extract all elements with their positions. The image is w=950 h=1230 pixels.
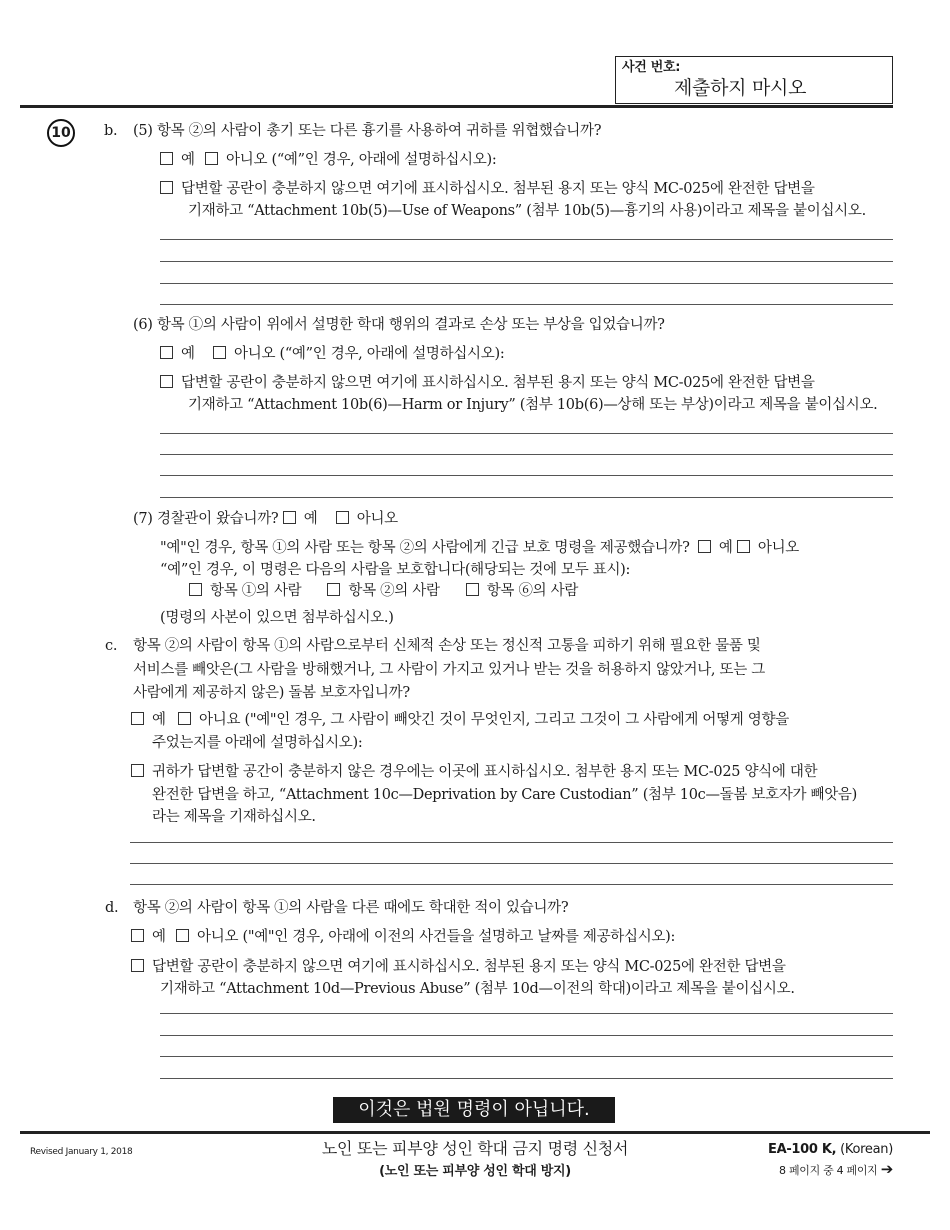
case-number-label: 사건 번호: [622,60,681,75]
answer-line[interactable] [130,842,893,843]
label-item2: 항목 ②의 사람 [348,583,440,599]
question-d: 항목 ②의 사람이 항목 ①의 사람을 다른 때에도 학대한 적이 있습니까? [133,900,569,916]
label-yes: 예 [181,152,195,168]
question-b7: (7) 경찰관이 왔습니까? [133,511,279,527]
checkbox-b5-no[interactable] [205,152,218,165]
order-protects-text: “예”인 경우, 이 명령은 다음의 사람을 보호합니다(해당되는 것에 모두 표시): [160,562,631,578]
label-no: 아니오 [356,511,398,527]
answer-line[interactable] [160,304,893,305]
answer-line[interactable] [160,497,893,498]
section-c-letter: c. [105,638,118,654]
checkbox-b7-no[interactable] [336,511,349,524]
attachment-text: 기재하고 “Attachment 10b(5)—Use of Weapons” (첨부 10b(5)—흉기의 사용)이라고 제목을 붙이십시오. [188,203,866,219]
checkbox-emergency-no[interactable] [737,540,750,553]
do-not-file-text: 제출하지 마시오 [674,77,807,99]
section-d-letter: d. [105,900,119,916]
checkbox-d-attachment[interactable] [131,959,144,972]
form-number: EA-100 K, [768,1142,837,1157]
checkbox-c-no[interactable] [178,712,191,725]
answer-line[interactable] [160,454,893,455]
label-item1: 항목 ①의 사람 [210,583,302,599]
revised-date: Revised January 1, 2018 [30,1147,133,1157]
checkbox-b6-yes[interactable] [160,346,173,359]
checkbox-b5-yes[interactable] [160,152,173,165]
label-no: 아니요 ("예"인 경우, 그 사람이 빼앗긴 것이 무엇인지, 그리고 그것이 그 사람에게 어떻게 영향을 [199,712,789,728]
label-no: 아니오 ("예"인 경우, 아래에 이전의 사건들을 설명하고 날짜를 제공하십시오): [197,929,676,945]
checkbox-protect-item6[interactable] [466,583,479,596]
form-title: 노인 또는 피부양 성인 학대 금지 명령 신청서 [321,1139,629,1158]
label-yes: 예 [303,511,318,527]
page-indicator [680,1160,893,1180]
not-court-order-banner: 이것은 법원 명령이 아닙니다. [333,1097,615,1123]
label-no: 아니오 (“예”인 경우, 아래에 설명하십시오): [226,152,497,168]
checkbox-protect-item2[interactable] [327,583,340,596]
footer-divider [20,1131,930,1134]
checkbox-b6-attachment[interactable] [160,375,173,388]
question-b6: (6) 항목 ①의 사람이 위에서 설명한 학대 행위의 결과로 손상 또는 부상을 입었습니까? [133,317,665,333]
question-b5: (5) 항목 ②의 사람이 총기 또는 다른 흉기를 사용하여 귀하를 위협했습니까? [133,123,602,139]
answer-line[interactable] [130,884,893,885]
attachment-text: 귀하가 답변할 공간이 충분하지 않은 경우에는 이곳에 표시하십시오. 첨부한 용지 또는 MC-025 양식에 대한 [152,764,818,780]
label-yes: 예 [718,540,733,556]
label-no: 아니오 (“예”인 경우, 아래에 설명하십시오): [234,346,505,362]
top-divider [20,105,893,108]
answer-line[interactable] [160,433,893,434]
checkbox-emergency-yes[interactable] [698,540,711,553]
copy-note: (명령의 사본이 있으면 첨부하십시오.) [160,610,394,626]
label-no-cont: 주었는지를 아래에 설명하십시오): [152,735,363,751]
item-number-badge: 10 [47,119,75,147]
checkbox-c-yes[interactable] [131,712,144,725]
arrow-right-icon: ➔ [880,1160,893,1178]
checkbox-b6-no[interactable] [213,346,226,359]
question-c: 사람에게 제공하지 않은) 돌봄 보호자입니까? [133,685,410,701]
answer-line[interactable] [160,1078,893,1079]
label-yes: 예 [181,346,195,362]
answer-line[interactable] [130,863,893,864]
label-no: 아니오 [757,540,800,556]
answer-line[interactable] [160,239,893,240]
label-yes: 예 [152,929,166,945]
answer-line[interactable] [160,261,893,262]
attachment-text: 완전한 답변을 하고, “Attachment 10c—Deprivation by Care Custodian” (첨부 10c—돌봄 보호자가 빼앗음) [152,787,857,803]
checkbox-b7-yes[interactable] [283,511,296,524]
answer-line[interactable] [160,1013,893,1014]
attachment-text: 기재하고 “Attachment 10b(6)—Harm or Injury” (첨부 10b(6)—상해 또는 부상)이라고 제목을 붙이십시오. [188,397,878,413]
label-item6: 항목 ⑥의 사람 [486,583,579,599]
checkbox-b5-attachment[interactable] [160,181,173,194]
attachment-text: 답변할 공란이 충분하지 않으면 여기에 표시하십시오. 첨부된 용지 또는 양식 MC-025에 완전한 답변을 [181,375,815,391]
page-number: 8 페이지 중 4 페이지 [779,1164,878,1177]
attachment-text: 라는 제목을 기재하십시오. [152,809,316,825]
checkbox-d-no[interactable] [176,929,189,942]
form-subtitle: (노인 또는 피부양 성인 학대 방지) [379,1164,571,1179]
case-number-box [615,56,893,104]
checkbox-d-yes[interactable] [131,929,144,942]
question-c: 항목 ②의 사람이 항목 ①의 사람으로부터 신체적 손상 또는 정신적 고통을 피하기 위해 필요한 물품 및 [133,638,761,654]
question-c: 서비스를 빼앗은(그 사람을 방해했거나, 그 사람이 가지고 있거나 받는 것을 허용하지 않았거나, 또는 그 [133,662,765,678]
emergency-order-question: "예"인 경우, 항목 ①의 사람 또는 항목 ②의 사람에게 긴급 보호 명령을 제공했습니까? [160,540,690,556]
answer-line[interactable] [160,475,893,476]
label-yes: 예 [152,712,166,728]
attachment-text: 답변할 공란이 충분하지 않으면 여기에 표시하십시오. 첨부된 용지 또는 양식 MC-025에 완전한 답변을 [152,959,786,975]
answer-line[interactable] [160,1035,893,1036]
checkbox-c-attachment[interactable] [131,764,144,777]
answer-line[interactable] [160,1056,893,1057]
answer-line[interactable] [160,283,893,284]
checkbox-protect-item1[interactable] [189,583,202,596]
form-language: (Korean) [840,1142,893,1157]
form-id [680,1141,893,1159]
attachment-text: 답변할 공란이 충분하지 않으면 여기에 표시하십시오. 첨부된 용지 또는 양식 MC-025에 완전한 답변을 [181,181,815,197]
attachment-text: 기재하고 “Attachment 10d—Previous Abuse” (첨부 10d—이전의 학대)이라고 제목을 붙이십시오. [160,981,795,997]
section-b-letter: b. [104,123,118,139]
